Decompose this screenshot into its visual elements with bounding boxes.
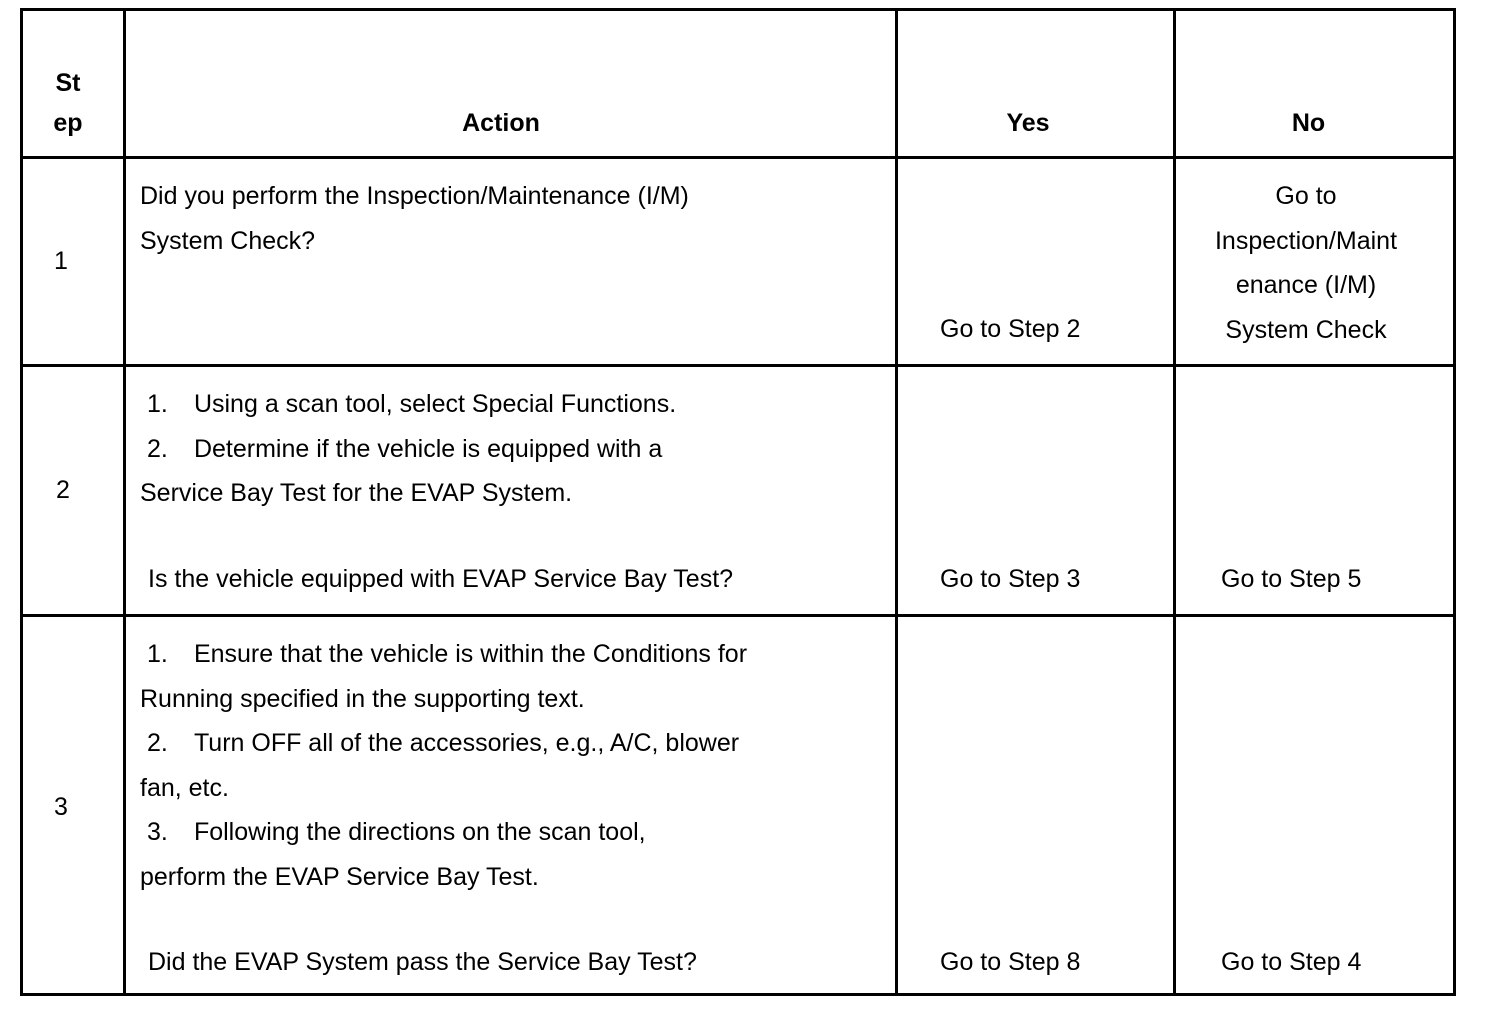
- no-result-3: Go to Step 4: [1221, 948, 1362, 976]
- header-action: Action: [462, 109, 540, 137]
- action-text-2: [140, 382, 676, 516]
- item-text: Determine if the vehicle is equipped with a: [193, 434, 663, 463]
- header-no: No: [1291, 109, 1326, 137]
- item-number: 1.: [146, 390, 168, 418]
- action-line: System Check?: [140, 226, 316, 255]
- question-3: Did the EVAP System pass the Service Bay Test?: [148, 948, 697, 976]
- list-item: [140, 632, 747, 677]
- item-number: 2.: [146, 434, 168, 463]
- yes-result-3: Go to Step 8: [940, 948, 1081, 976]
- no-result-1: [1176, 174, 1436, 352]
- header-yes: Yes: [1006, 109, 1050, 137]
- action-line: Did you perform the Inspection/Maintenance (I/M): [140, 182, 689, 210]
- item-number: 3.: [146, 818, 168, 846]
- header-step-line2: ep: [53, 109, 83, 137]
- item-number: 1.: [146, 640, 168, 668]
- item-continuation: fan, etc.: [140, 773, 229, 802]
- list-item: [140, 810, 747, 855]
- item-continuation: perform the EVAP Service Bay Test.: [140, 862, 539, 891]
- action-text-1: [140, 174, 689, 263]
- item-continuation: Service Bay Test for the EVAP System.: [140, 479, 573, 507]
- no-line: Inspection/Maint: [1214, 226, 1398, 255]
- step-number-1: 1: [54, 247, 68, 275]
- item-text: Using a scan tool, select Special Functions.: [193, 390, 677, 418]
- no-line: Go to: [1275, 182, 1337, 210]
- no-line: System Check: [1225, 315, 1387, 344]
- header-step: [43, 63, 93, 143]
- no-line: enance (I/M): [1235, 271, 1377, 299]
- step-number-2: 2: [56, 476, 70, 504]
- list-item: [140, 427, 676, 472]
- question-2: Is the vehicle equipped with EVAP Service Bay Test?: [148, 565, 734, 593]
- procedure-table: [20, 8, 1456, 996]
- item-continuation: Running specified in the supporting text.: [140, 684, 585, 713]
- item-text: Turn OFF all of the accessories, e.g., A/C, blower: [193, 729, 740, 757]
- item-text: Ensure that the vehicle is within the Conditions for: [193, 640, 748, 668]
- item-number: 2.: [146, 729, 168, 757]
- step-number-3: 3: [54, 793, 68, 821]
- yes-result-2: Go to Step 3: [940, 565, 1081, 593]
- list-item: [140, 382, 676, 427]
- yes-result-1: Go to Step 2: [940, 315, 1081, 343]
- row-divider-1: [23, 364, 1456, 367]
- row-divider-2: [23, 614, 1456, 617]
- header-step-line1: St: [55, 69, 81, 97]
- item-text: Following the directions on the scan tool,: [193, 818, 646, 846]
- row-divider-header: [23, 156, 1456, 159]
- list-item: [140, 721, 747, 766]
- no-result-2: Go to Step 5: [1221, 565, 1362, 593]
- action-text-3: [140, 632, 747, 899]
